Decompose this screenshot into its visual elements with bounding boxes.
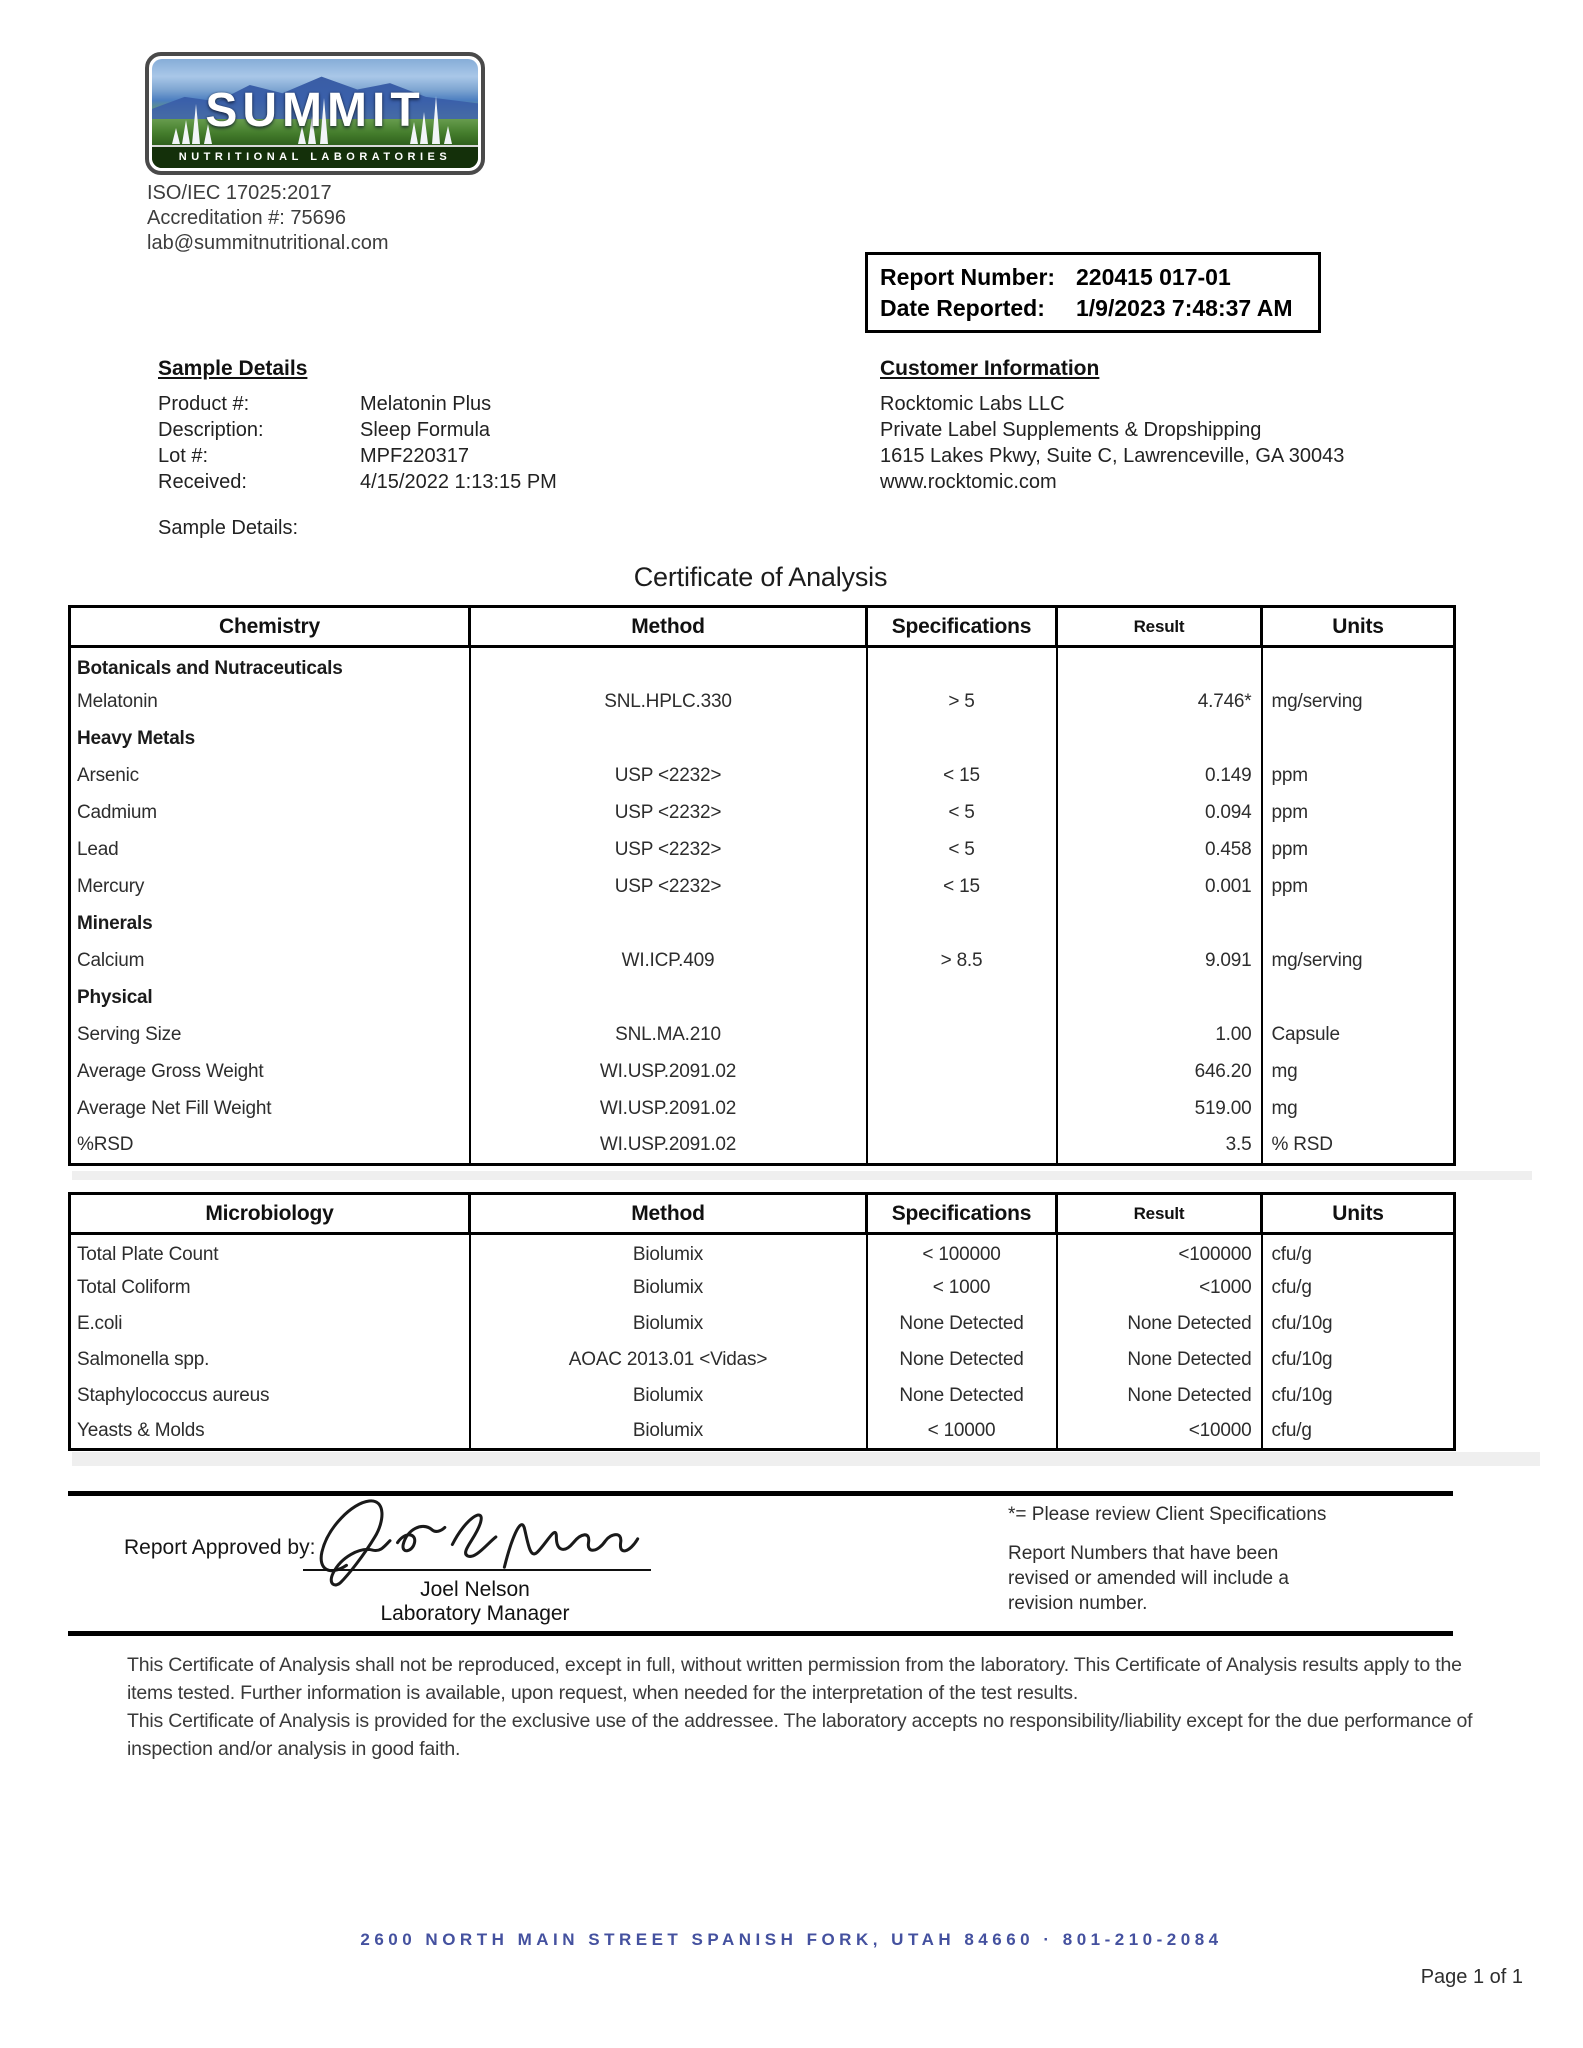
result-cell: <10000: [1057, 1414, 1262, 1450]
report-approved-by-label: Report Approved by:: [124, 1536, 316, 1559]
disclaimer-paragraph-1: This Certificate of Analysis shall not be reproduced, except in full, without written permission from the laboratory. This Certificate of Analysis results apply to the items tested. Further information is available, upon request, when needed for the interpretation of the test results.: [127, 1654, 1462, 1704]
method-cell: Biolumix: [470, 1414, 867, 1450]
disclaimer-paragraph-2: This Certificate of Analysis is provided for the exclusive use of the addressee. The laboratory accepts no responsibility/liability except for the due performance of inspection and/or analysis in good faith.: [127, 1710, 1473, 1760]
units-cell: ppm: [1262, 795, 1455, 832]
method-cell: WI.USP.2091.02: [470, 1054, 867, 1091]
result-cell: [1057, 980, 1262, 1017]
specification-cell: > 5: [867, 684, 1057, 721]
units-cell: cfu/10g: [1262, 1378, 1455, 1414]
specification-cell: [867, 980, 1057, 1017]
specification-cell: < 10000: [867, 1414, 1057, 1450]
column-header-result: Result: [1057, 1194, 1262, 1234]
units-cell: [1262, 906, 1455, 943]
table-row: [70, 795, 1455, 832]
result-cell: 0.458: [1057, 832, 1262, 869]
result-cell: [1057, 647, 1262, 684]
accreditation-line: Accreditation #: 75696: [147, 207, 347, 229]
method-cell: USP <2232>: [470, 832, 867, 869]
analyte-cell: Heavy Metals: [70, 721, 470, 758]
units-cell: cfu/10g: [1262, 1306, 1455, 1342]
analyte-cell: Physical: [70, 980, 470, 1017]
units-cell: ppm: [1262, 832, 1455, 869]
summit-logo: [145, 52, 485, 175]
table-row: [70, 943, 1455, 980]
column-header-units: Units: [1262, 1194, 1455, 1234]
analyte-cell: Lead: [70, 832, 470, 869]
units-cell: cfu/g: [1262, 1234, 1455, 1270]
revision-note: Report Numbers that have been revised or amended will include a revision number.: [1008, 1543, 1289, 1614]
specification-cell: [867, 647, 1057, 684]
disclaimer-block: [127, 1651, 1477, 1763]
units-cell: % RSD: [1262, 1128, 1455, 1165]
section-row: [70, 721, 1455, 758]
specification-cell: < 5: [867, 795, 1057, 832]
sample-row-label: Description:: [158, 419, 264, 441]
table-row: [70, 1342, 1455, 1378]
units-cell: [1262, 647, 1455, 684]
units-cell: mg/serving: [1262, 684, 1455, 721]
analyte-cell: Total Coliform: [70, 1270, 470, 1306]
lab-contact-block: [147, 181, 389, 256]
method-cell: Biolumix: [470, 1270, 867, 1306]
column-header-method: Method: [470, 1194, 867, 1234]
result-cell: None Detected: [1057, 1378, 1262, 1414]
method-cell: SNL.HPLC.330: [470, 684, 867, 721]
date-reported-label: Date Reported:: [880, 295, 1045, 321]
date-reported-row: [880, 293, 1318, 324]
result-cell: 0.094: [1057, 795, 1262, 832]
method-cell: WI.USP.2091.02: [470, 1128, 867, 1165]
units-cell: [1262, 980, 1455, 1017]
table-row: [70, 758, 1455, 795]
specification-cell: [867, 721, 1057, 758]
specification-cell: < 1000: [867, 1270, 1057, 1306]
report-number-value: 220415 017-01: [1076, 264, 1231, 290]
result-cell: 519.00: [1057, 1091, 1262, 1128]
method-cell: [470, 906, 867, 943]
analyte-cell: Total Plate Count: [70, 1234, 470, 1270]
method-cell: Biolumix: [470, 1378, 867, 1414]
page-number: Page 1 of 1: [1420, 1966, 1523, 1988]
analyte-cell: Botanicals and Nutraceuticals: [70, 647, 470, 684]
method-cell: SNL.MA.210: [470, 1017, 867, 1054]
scan-shadow-strip: [72, 1452, 1540, 1466]
nutritional-laboratories-band: NUTRITIONAL LABORATORIES: [152, 145, 478, 168]
sample-row: [158, 443, 557, 469]
analyte-cell: Arsenic: [70, 758, 470, 795]
section-row: [70, 647, 1455, 684]
column-header-microbiology: Microbiology: [70, 1194, 470, 1234]
specification-cell: None Detected: [867, 1378, 1057, 1414]
sample-details-section: [158, 357, 557, 495]
result-cell: <100000: [1057, 1234, 1262, 1270]
table-row: [70, 1128, 1455, 1165]
method-cell: WI.USP.2091.02: [470, 1091, 867, 1128]
sample-details-heading: Sample Details: [158, 357, 308, 380]
units-cell: cfu/10g: [1262, 1342, 1455, 1378]
units-cell: mg: [1262, 1091, 1455, 1128]
table-row: [70, 1091, 1455, 1128]
summit-wordmark: SUMMIT: [205, 84, 425, 137]
column-header-units: Units: [1262, 607, 1455, 647]
units-cell: ppm: [1262, 869, 1455, 906]
date-reported-value: 1/9/2023 7:48:37 AM: [1076, 295, 1293, 321]
analyte-cell: Staphylococcus aureus: [70, 1378, 470, 1414]
units-cell: cfu/g: [1262, 1414, 1455, 1450]
specification-cell: [867, 906, 1057, 943]
section-row: [70, 980, 1455, 1017]
specification-cell: [867, 1091, 1057, 1128]
method-cell: Biolumix: [470, 1234, 867, 1270]
microbiology-header-row: [70, 1194, 1455, 1234]
specification-cell: < 100000: [867, 1234, 1057, 1270]
analyte-cell: Melatonin: [70, 684, 470, 721]
specification-cell: < 5: [867, 832, 1057, 869]
table-row: [70, 1378, 1455, 1414]
sample-row-value: 4/15/2022 1:13:15 PM: [360, 471, 557, 493]
analyte-cell: Mercury: [70, 869, 470, 906]
method-cell: USP <2232>: [470, 758, 867, 795]
units-cell: mg: [1262, 1054, 1455, 1091]
units-cell: cfu/g: [1262, 1270, 1455, 1306]
specification-cell: [867, 1054, 1057, 1091]
analyte-cell: Serving Size: [70, 1017, 470, 1054]
sample-row-label: Lot #:: [158, 445, 209, 467]
method-cell: [470, 647, 867, 684]
footer-address: 2600 NORTH MAIN STREET SPANISH FORK, UTAH 84660 · 801-210-2084: [360, 1930, 1223, 1949]
specification-cell: [867, 1017, 1057, 1054]
method-cell: USP <2232>: [470, 795, 867, 832]
sample-row-value: Sleep Formula: [360, 419, 491, 441]
result-cell: 3.5: [1057, 1128, 1262, 1165]
column-header-result: Result: [1057, 607, 1262, 647]
specification-cell: None Detected: [867, 1306, 1057, 1342]
analyte-cell: Cadmium: [70, 795, 470, 832]
method-cell: [470, 721, 867, 758]
analyte-cell: Yeasts & Molds: [70, 1414, 470, 1450]
sample-row: [158, 469, 557, 495]
asterisk-note: *= Please review Client Specifications: [1008, 1504, 1327, 1525]
signature-image: [300, 1484, 652, 1588]
table-row: [70, 1306, 1455, 1342]
specification-cell: > 8.5: [867, 943, 1057, 980]
customer-line: www.rocktomic.com: [880, 471, 1057, 493]
column-header-method: Method: [470, 607, 867, 647]
table-row: [70, 869, 1455, 906]
sample-row-value: Melatonin Plus: [360, 393, 492, 415]
result-cell: None Detected: [1057, 1306, 1262, 1342]
method-cell: Biolumix: [470, 1306, 867, 1342]
sample-row-label: Received:: [158, 471, 247, 493]
signature-rule-bottom: [68, 1631, 1453, 1636]
result-cell: 646.20: [1057, 1054, 1262, 1091]
scan-shadow-strip: [72, 1171, 1532, 1180]
analyte-cell: Average Net Fill Weight: [70, 1091, 470, 1128]
table-row: [70, 684, 1455, 721]
sample-row-value: MPF220317: [360, 445, 469, 467]
customer-information-section: [880, 357, 1344, 495]
customer-line: Rocktomic Labs LLC: [880, 393, 1065, 415]
analyte-cell: %RSD: [70, 1128, 470, 1165]
certificate-title: Certificate of Analysis: [633, 562, 888, 592]
sample-details-extra-label: Sample Details:: [158, 517, 299, 539]
microbiology-table: [68, 1192, 1456, 1451]
result-cell: [1057, 906, 1262, 943]
table-row: [70, 1054, 1455, 1091]
column-header-specifications: Specifications: [867, 1194, 1057, 1234]
sample-row: [158, 417, 557, 443]
section-row: [70, 906, 1455, 943]
table-row: [70, 1414, 1455, 1450]
analyte-cell: Salmonella spp.: [70, 1342, 470, 1378]
result-cell: None Detected: [1057, 1342, 1262, 1378]
result-cell: 4.746*: [1057, 684, 1262, 721]
sample-row: [158, 391, 557, 417]
result-cell: 0.149: [1057, 758, 1262, 795]
signature-line: [303, 1569, 651, 1571]
signatory-name: Joel Nelson: [420, 1578, 530, 1601]
result-cell: 1.00: [1057, 1017, 1262, 1054]
report-number-label: Report Number:: [880, 264, 1056, 290]
specification-cell: None Detected: [867, 1342, 1057, 1378]
sample-row-label: Product #:: [158, 393, 250, 415]
analyte-cell: E.coli: [70, 1306, 470, 1342]
result-cell: [1057, 721, 1262, 758]
customer-line: 1615 Lakes Pkwy, Suite C, Lawrenceville, GA 30043: [880, 445, 1345, 467]
report-number-row: [880, 262, 1318, 293]
table-row: [70, 1017, 1455, 1054]
method-cell: AOAC 2013.01 <Vidas>: [470, 1342, 867, 1378]
customer-information-lines: [880, 391, 1344, 495]
method-cell: USP <2232>: [470, 869, 867, 906]
column-header-specifications: Specifications: [867, 607, 1057, 647]
analyte-cell: Minerals: [70, 906, 470, 943]
customer-line: Private Label Supplements & Dropshipping: [880, 419, 1262, 441]
specification-cell: < 15: [867, 869, 1057, 906]
customer-information-heading: Customer Information: [880, 357, 1100, 380]
units-cell: ppm: [1262, 758, 1455, 795]
column-header-chemistry: Chemistry: [70, 607, 470, 647]
iso-line: ISO/IEC 17025:2017: [147, 182, 332, 204]
table-row: [70, 1270, 1455, 1306]
summit-logo-art: [152, 59, 478, 168]
signature-rule-top: [68, 1491, 1453, 1496]
chemistry-header-row: [70, 607, 1455, 647]
units-cell: Capsule: [1262, 1017, 1455, 1054]
table-row: [70, 1234, 1455, 1270]
result-cell: 0.001: [1057, 869, 1262, 906]
method-cell: [470, 980, 867, 1017]
report-number-box: [865, 252, 1321, 333]
chemistry-table: [68, 605, 1456, 1166]
lab-email: lab@summitnutritional.com: [147, 232, 389, 254]
sample-details-rows: [158, 391, 557, 495]
result-cell: <1000: [1057, 1270, 1262, 1306]
units-cell: [1262, 721, 1455, 758]
method-cell: WI.ICP.409: [470, 943, 867, 980]
result-cell: 9.091: [1057, 943, 1262, 980]
specification-cell: [867, 1128, 1057, 1165]
table-row: [70, 832, 1455, 869]
specification-cell: < 15: [867, 758, 1057, 795]
signatory-title: Laboratory Manager: [380, 1602, 570, 1625]
analyte-cell: Calcium: [70, 943, 470, 980]
analyte-cell: Average Gross Weight: [70, 1054, 470, 1091]
units-cell: mg/serving: [1262, 943, 1455, 980]
